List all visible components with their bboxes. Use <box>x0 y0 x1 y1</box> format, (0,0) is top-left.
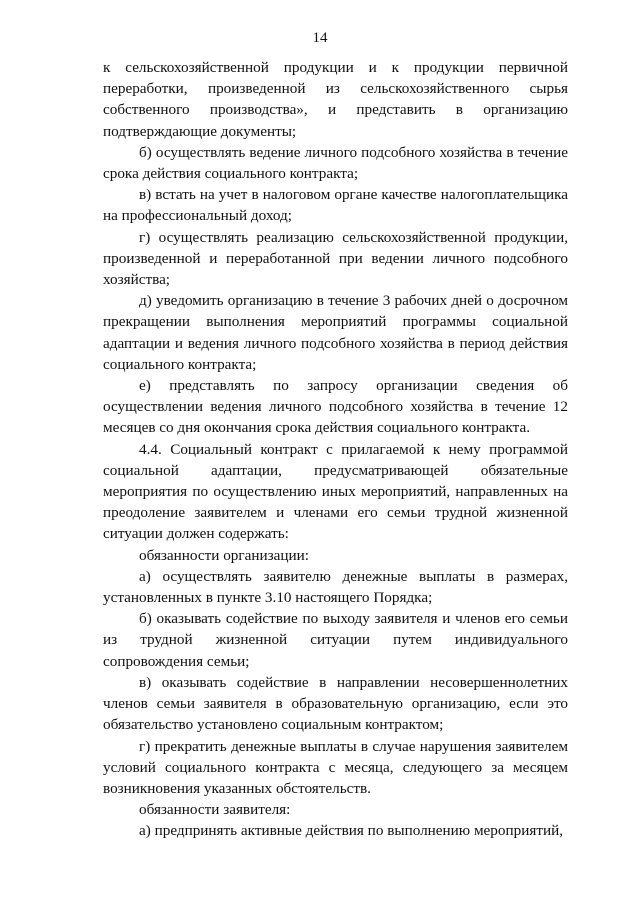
document-body <box>103 57 568 842</box>
paragraph-org-item-g: г) прекратить денежные выплаты в случае нарушения заявителем условий социального контракта с месяца, следующего за месяцем возникновения указанных обстоятельств. <box>103 737 568 797</box>
paragraph-applicant-duties-heading: обязанности заявителя: <box>139 801 291 819</box>
paragraph-item-b: б) осуществлять ведение личного подсобного хозяйства в течение срока действия социального контракта; <box>103 143 568 183</box>
paragraph-continuation: к сельскохозяйственной продукции и к продукции первичной переработки, произведенной из сельскохозяйственного сырья собственного производства», и представить в организацию подтверждающие документы; <box>103 59 568 140</box>
paragraph-item-g: г) осуществлять реализацию сельскохозяйственной продукции, произведенной и переработанной при ведении личного подсобного хозяйства; <box>103 228 568 289</box>
paragraph-item-e: е) представлять по запросу организации сведения об осуществлении ведения личного подсобного хозяйства в течение 12 месяцев со дня окончания срока действия социального контракта. <box>103 377 568 437</box>
paragraph-org-item-b: б) оказывать содействие по выходу заявителя и членов его семьи из трудной жизненной ситуации путем индивидуального сопровождения семьи; <box>103 610 568 670</box>
paragraph-item-v: в) встать на учет в налоговом органе качестве налогоплательщика на профессиональный доход; <box>103 186 568 225</box>
paragraph-org-item-a: а) осуществлять заявителю денежные выплаты в размерах, установленных в пункте 3.10 настоящего Порядка; <box>103 567 568 607</box>
page-number: 14 <box>312 30 328 46</box>
paragraph-organization-duties-heading: обязанности организации: <box>139 546 309 564</box>
paragraph-applicant-item-a: а) предпринять активные действия по выполнению мероприятий, <box>139 822 564 840</box>
paragraph-item-d: д) уведомить организацию в течение 3 рабочих дней о досрочном прекращении выполнения мероприятий программы социальной адаптации и ведения личного подсобного хозяйства в период действия социального контракта; <box>103 292 568 373</box>
paragraph-section-4-4: 4.4. Социальный контракт с прилагаемой к нему программой социальной адаптации, предусматривающей обязательные мероприятия по осуществлению иных мероприятий, направленных на преодоление заявителем и членами его семьи трудной жизненной ситуации должен содержать: <box>103 440 568 543</box>
paragraph-org-item-v: в) оказывать содействие в направлении несовершеннолетних членов семьи заявителя в образовательную организацию, если это обязательство установлено социальным контрактом; <box>103 673 568 734</box>
